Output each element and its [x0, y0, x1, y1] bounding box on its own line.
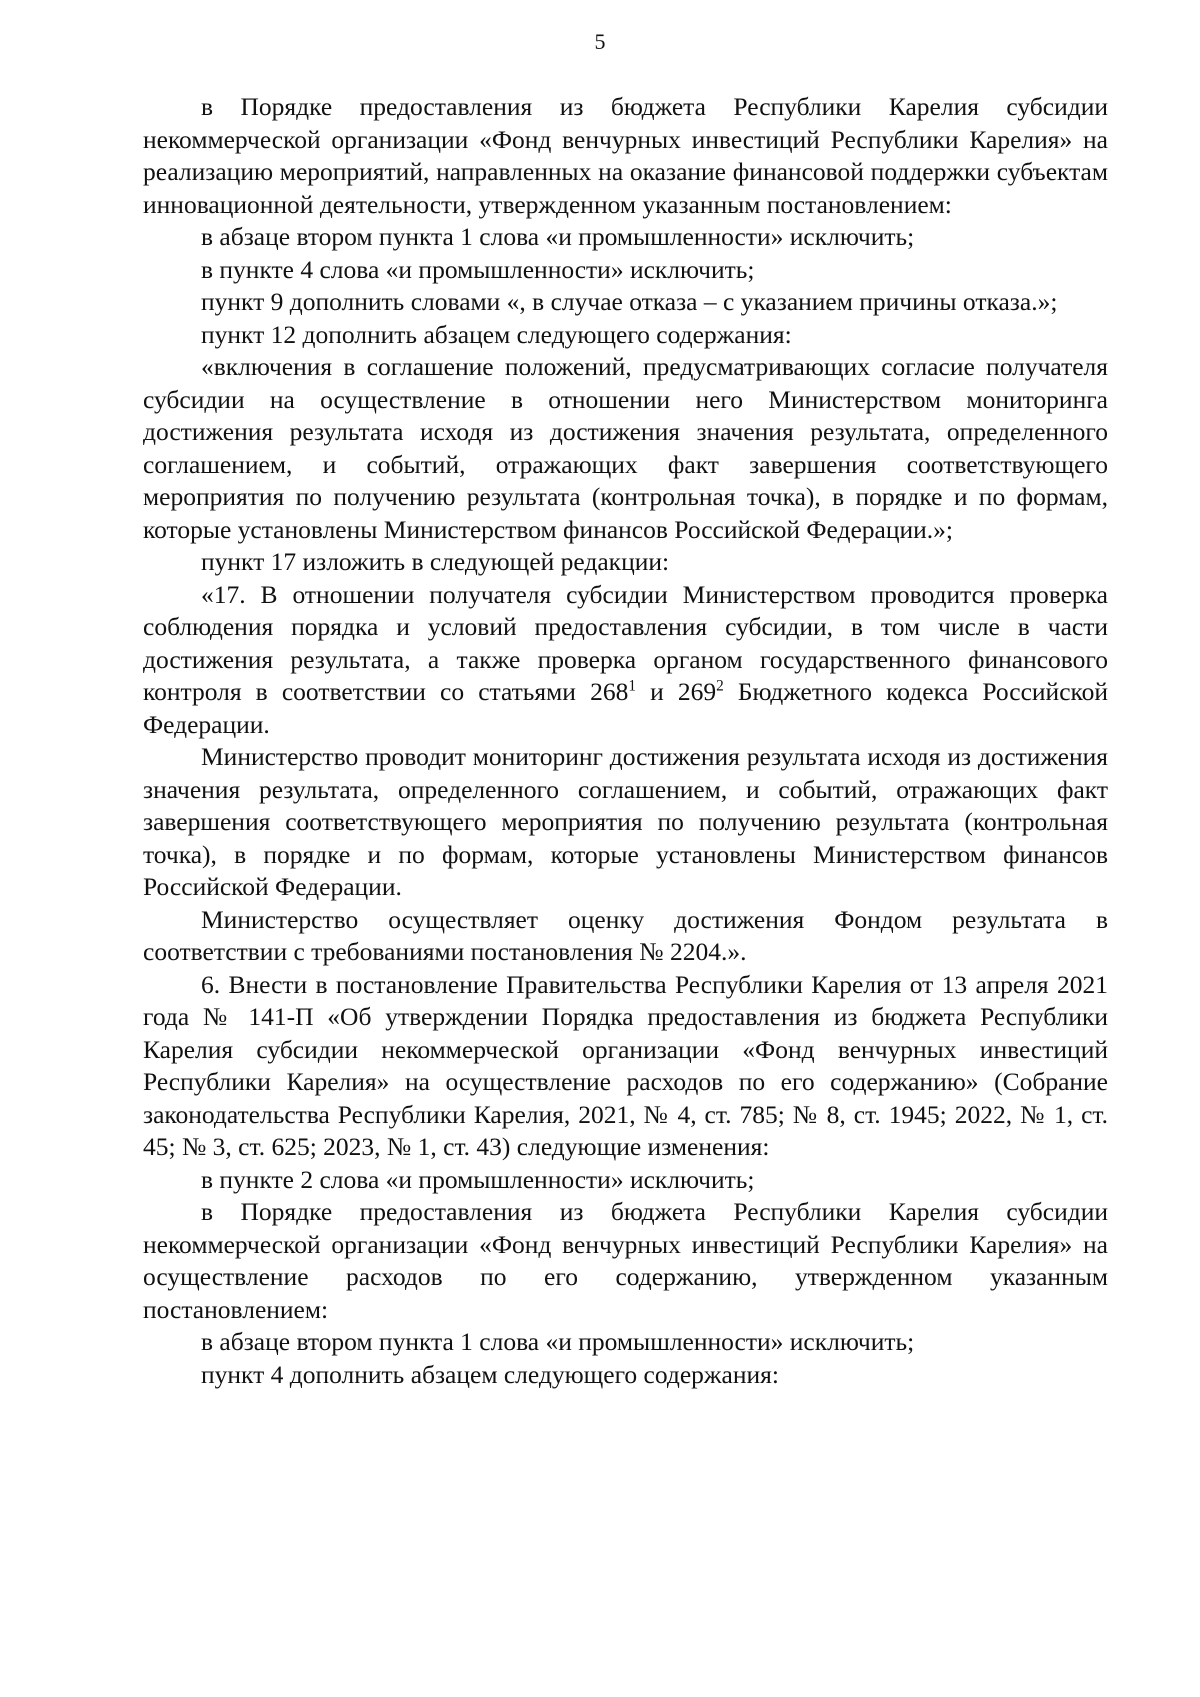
superscript: 1 — [628, 677, 636, 695]
paragraph-part: «17. В отношении получателя субсидии Министерством проводится проверка соблюдения порядка и условий предоставления субсидии, в том числе в части достижения результата, а также проверка органом государственного финансового контроля в соответствии со статьями 268 — [143, 579, 1108, 706]
paragraph-part: и 269 — [635, 677, 717, 706]
paragraph: пункт 17 изложить в следующей редакции: — [201, 547, 670, 576]
paragraph: пункт 4 дополнить абзацем следующего содержания: — [201, 1359, 779, 1389]
paragraph: пункт 12 дополнить абзацем следующего содержания: — [201, 319, 792, 349]
paragraph: Министерство осуществляет оценку достижения Фондом результата в соответствии с требованиями постановления № 2204.». — [143, 904, 1108, 966]
document-body — [143, 91, 1108, 1391]
paragraph: 6. Внести в постановление Правительства Республики Карелия от 13 апреля 2021 года № 141-П «Об утверждении Порядка предоставления из бюджета Республики Карелия субсидии некоммерческой организации «Фонд венчурных инвестиций Республики Карелия» на осуществление расходов по его содержанию» (Собрание законодательства Республики Карелия, 2021, № 4, ст. 785; № 8, ст. 1945; 2022, № 1, ст. 45; № 3, ст. 625; 2023, № 1, ст. 43) следующие изменения: — [143, 969, 1108, 1161]
paragraph-part: Бюджетного кодекса Российской Федерации. — [143, 677, 1108, 739]
paragraph: в абзаце втором пункта 1 слова «и промышленности» исключить; — [201, 222, 915, 251]
paragraph: «включения в соглашение положений, предусматривающих согласие получателя субсидии на осуществление в отношении него Министерством мониторинга достижения результата исходя из достижения значения результата, определенного соглашением, и событий, отражающих факт завершения соответствующего мероприятия по получению результата (контрольная точка), в порядке и по формам, которые установлены Министерством финансов Российской Федерации.»; — [143, 352, 1108, 544]
paragraph: пункт 9 дополнить словами «, в случае отказа – с указанием причины отказа.»; — [201, 287, 1058, 316]
paragraph: в Порядке предоставления из бюджета Республики Карелия субсидии некоммерческой организации «Фонд венчурных инвестиций Республики Карелия» на реализацию мероприятий, направленных на оказание финансовой поддержки субъектам инновационной деятельности, утвержденном указанным постановлением: — [143, 92, 1108, 219]
paragraph: в пункте 4 слова «и промышленности» исключить; — [201, 254, 755, 284]
paragraph: в пункте 2 слова «и промышленности» исключить; — [201, 1164, 755, 1194]
paragraph-with-footnote-refs — [143, 579, 1108, 742]
paragraph: в Порядке предоставления из бюджета Республики Карелия субсидии некоммерческой организации «Фонд венчурных инвестиций Республики Карелия» на осуществление расходов по его содержанию, утвержденном указанным постановлением: — [143, 1197, 1108, 1324]
paragraph: Министерство проводит мониторинг достижения результата исходя из достижения значения результата, определенного соглашением, и событий, отражающих факт завершения соответствующего мероприятия по получению результата (контрольная точка), в порядке и по формам, которые установлены Министерством финансов Российской Федерации. — [143, 742, 1108, 901]
superscript: 2 — [716, 677, 724, 695]
paragraph: в абзаце втором пункта 1 слова «и промышленности» исключить; — [201, 1327, 915, 1356]
page-number: 5 — [594, 29, 606, 54]
